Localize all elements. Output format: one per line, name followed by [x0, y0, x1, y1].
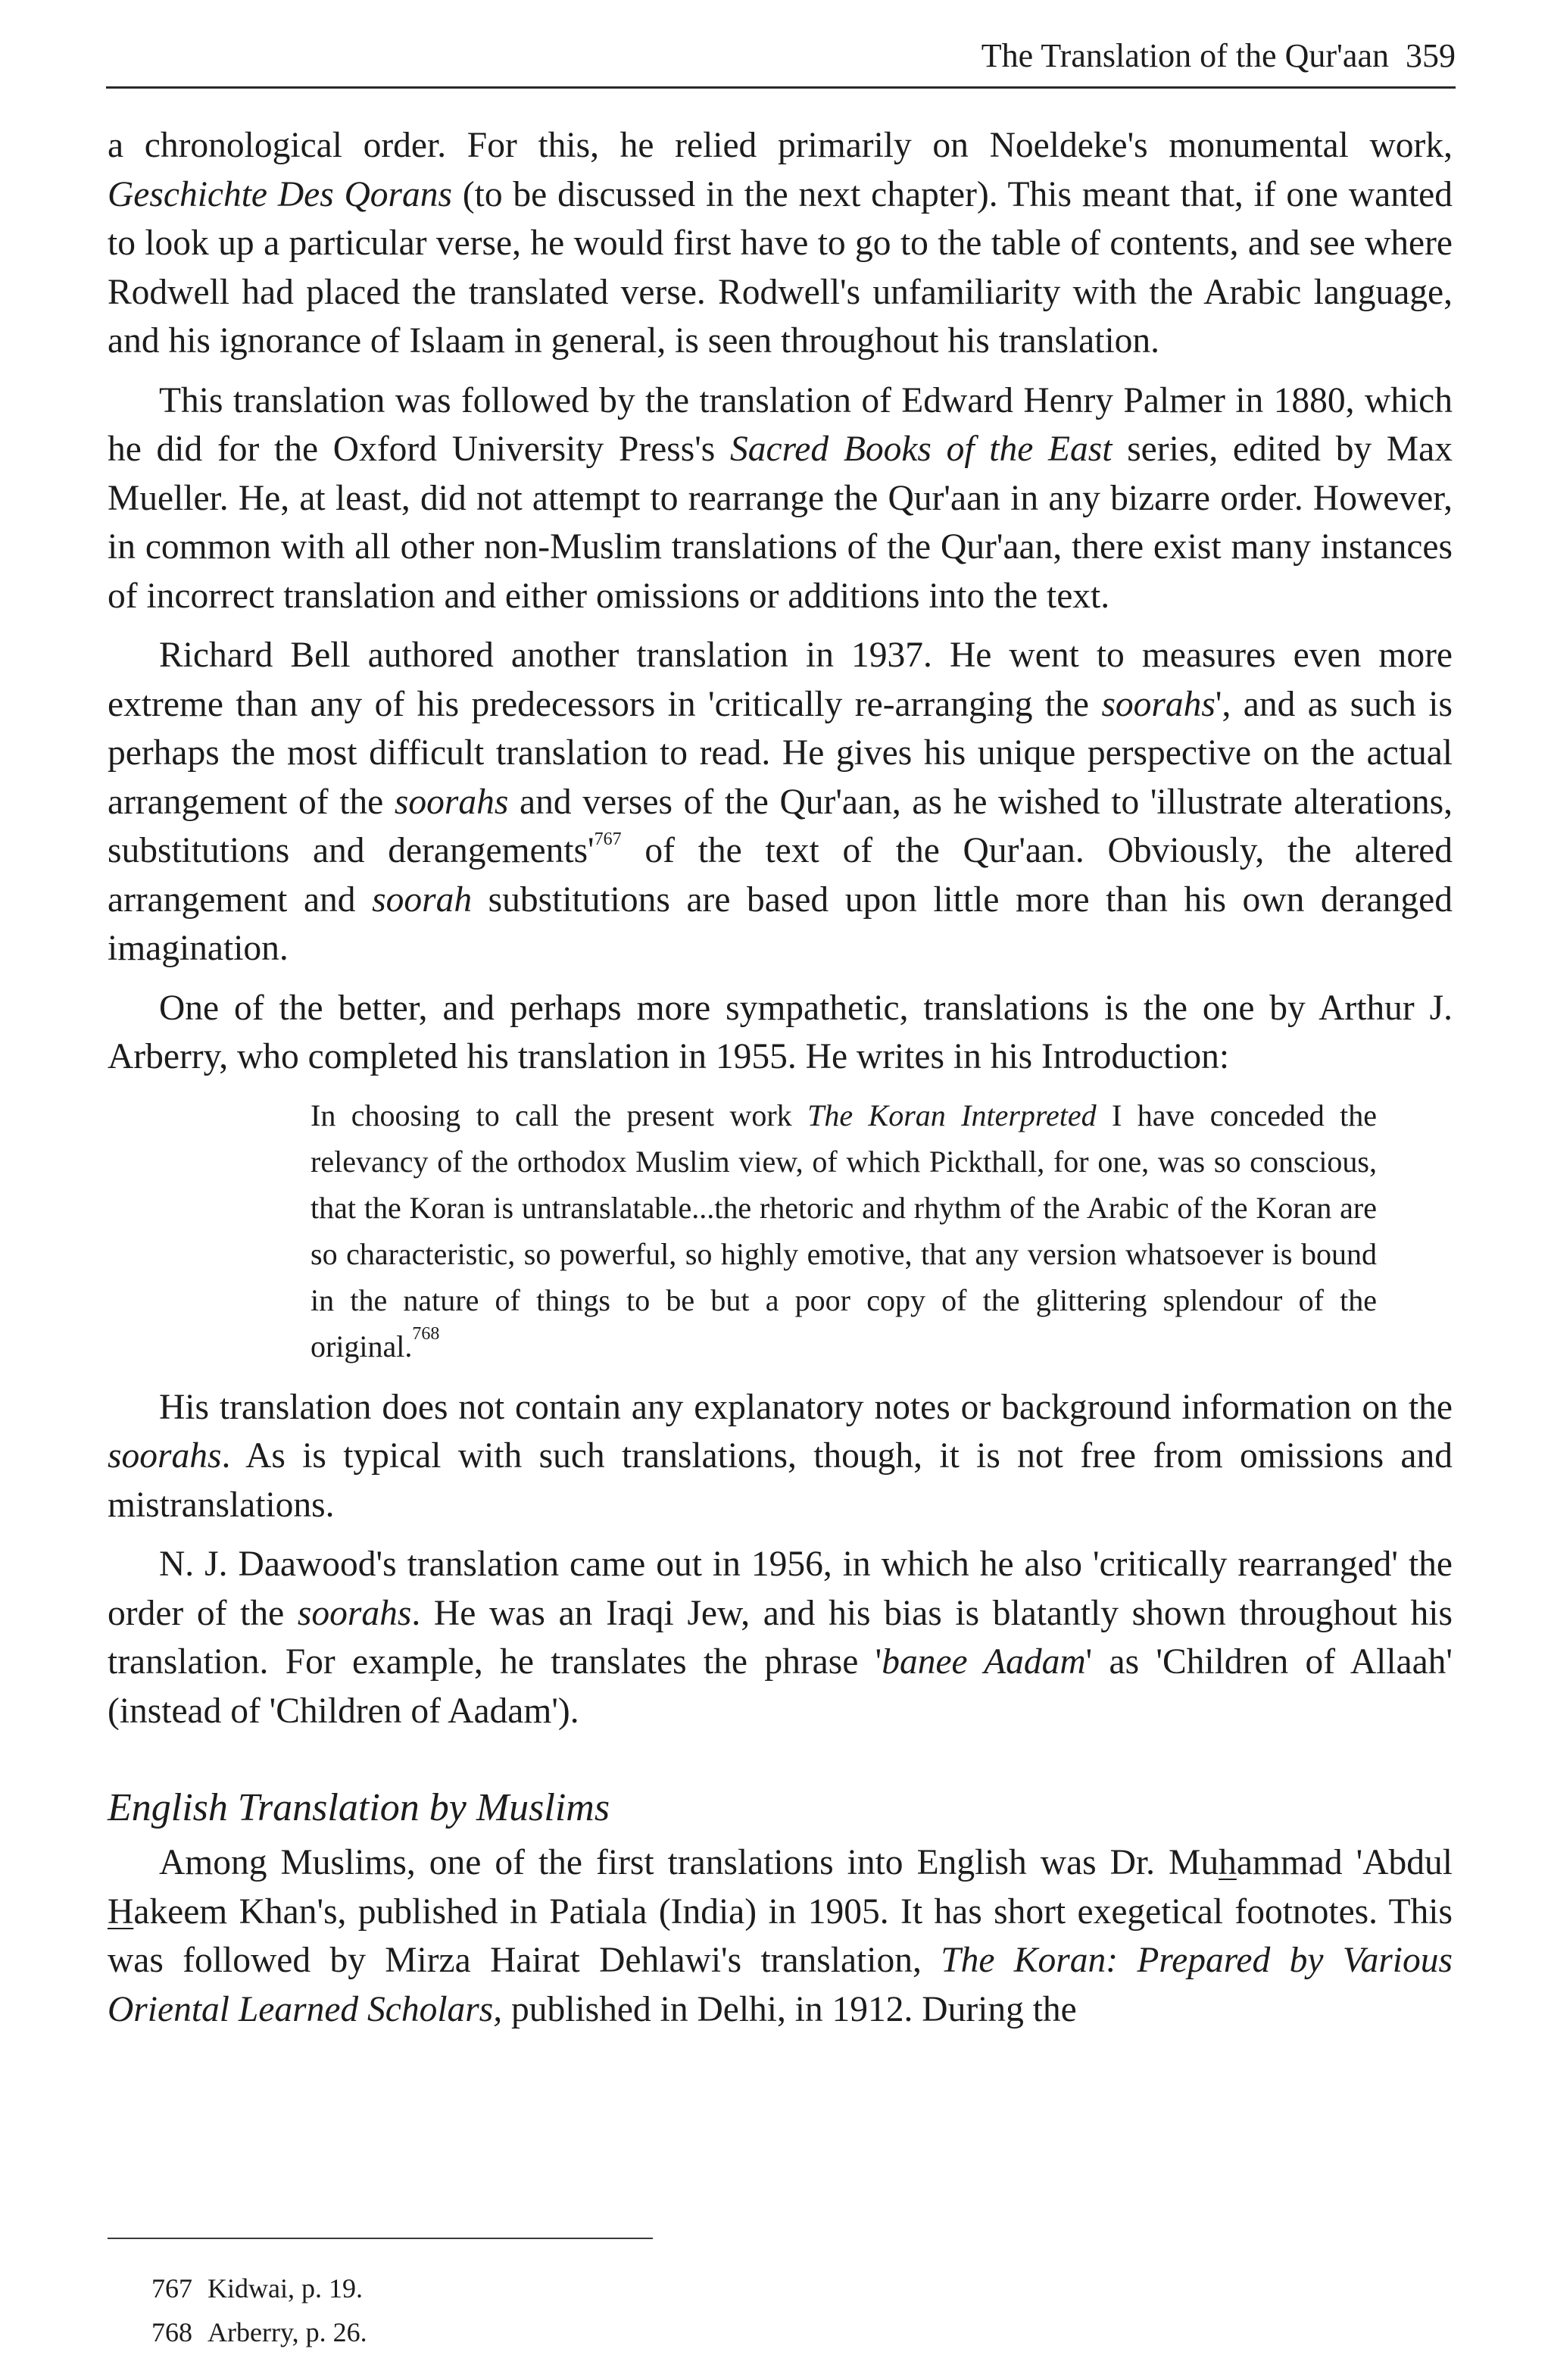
block-quote: In choosing to call the present work The Koran Interpreted I have conceded the relevancy of the orthodox Muslim view, of which Pickthall, for one, was so conscious, that the Koran is untranslatable...the rhetoric and rhythm of the Arabic of the Koran are so characteristic, so powerful, so highly emotive, that any version whatsoever is bound in the nature of things to be but a poor copy of the glittering splendour of the original.$^{768}$: [311, 1098, 1378, 1363]
footnote-text: Arberry, p. 26.: [208, 2317, 367, 2347]
running-title: The Translation of the Qur'aan: [981, 37, 1389, 74]
header-rule: [106, 86, 1456, 89]
footnote-768: [151, 2310, 833, 2354]
paragraph-4: One of the better, and perhaps more sympathetic, translations is the one by Arthur J. Arberry, who completed his translation in 1955. He writes in his Introduction:: [108, 988, 1453, 1076]
book-title: The Koran: Prepared by Various Oriental Learned Scholars,: [108, 1941, 1453, 2029]
paragraph-7: Among Muslims, one of the first translations into English was Dr. Muhammad 'Abdul Hakeem Khan's, published in Patiala (India) in 1905. It has short exegetical footnotes. This was followed by Mirza Hairat Dehlawi's translation, The Koran: Prepared by Various Oriental Learned Scholars, published in Delhi, in 1912. During the: [108, 1843, 1453, 2029]
footnote-ref-768[interactable]: 768: [412, 1323, 440, 1344]
quoted-title: The Koran Interpreted: [807, 1098, 1097, 1132]
paragraph-3: Richard Bell authored another translation in 1937. He went to measures even more extreme than any of his predecessors in 'critically re-arranging the soorahs', and as such is perhaps the most difficult translation to read. He gives his unique perspective on the actual arrangement of the soorahs and verses of the Qur'aan, as he wished to 'illustrate alterations, substitutions and $derangements'^{767}$ of the text of the Qur'aan. Obviously, the altered arrangement and soorah substitutions are based upon little more than his own deranged imagination.: [108, 636, 1453, 968]
footnote-number: 768: [151, 2317, 192, 2347]
running-head: [106, 33, 1456, 79]
paragraph-2: This translation was followed by the translation of Edward Henry Palmer in 1880, which he did for the Oxford University Press's Sacred Books of the East series, edited by Max Mueller. He, at least, did not attempt to rearrange the Qur'aan in any bizarre order. However, in common with all other non-Muslim translations of the Qur'aan, there exist many instances of incorrect translation and either omissions or additions into the text.: [108, 380, 1453, 616]
book-title: Geschichte Des Qorans: [108, 174, 453, 214]
paragraph-1: a chronological order. For this, he relied primarily on Noeldeke's monumental work, Geschichte Des Qorans (to be discussed in the next chapter). This meant that, if one wanted to look up a particular verse, he would first have to go to the table of contents, and see where Rodwell had placed the translated verse. Rodwell's unfamiliarity with the Arabic language, and his ignorance of Islaam in general, is seen throughout his translation.: [108, 126, 1453, 361]
footnote-rule: [108, 2238, 653, 2239]
footnote-number: 767: [151, 2273, 192, 2303]
page-number: 359: [1406, 37, 1456, 74]
footnotes: [151, 2266, 833, 2354]
section-heading: English Translation by Muslims: [108, 1786, 610, 1829]
paragraph-6: N. J. Daawood's translation came out in 1956, in which he also 'critically rearranged' the order of the soorahs. He was an Iraqi Jew, and his bias is blatantly shown throughout his translation. For example, he translates the phrase 'banee Aadam' as 'Children of Allaah' (instead of 'Children of Aadam').: [108, 1545, 1453, 1731]
footnote-ref-767[interactable]: 767: [594, 829, 622, 850]
main-text: [108, 121, 1453, 2044]
series-title: Sacred Books of the East: [729, 429, 1113, 469]
footnote-767: [151, 2266, 833, 2310]
footnote-text: Kidwai, p. 19.: [208, 2273, 363, 2303]
paragraph-5: His translation does not contain any explanatory notes or background information on the soorahs. As is typical with such translations, though, it is not free from omissions and mistranslations.: [108, 1387, 1453, 1525]
